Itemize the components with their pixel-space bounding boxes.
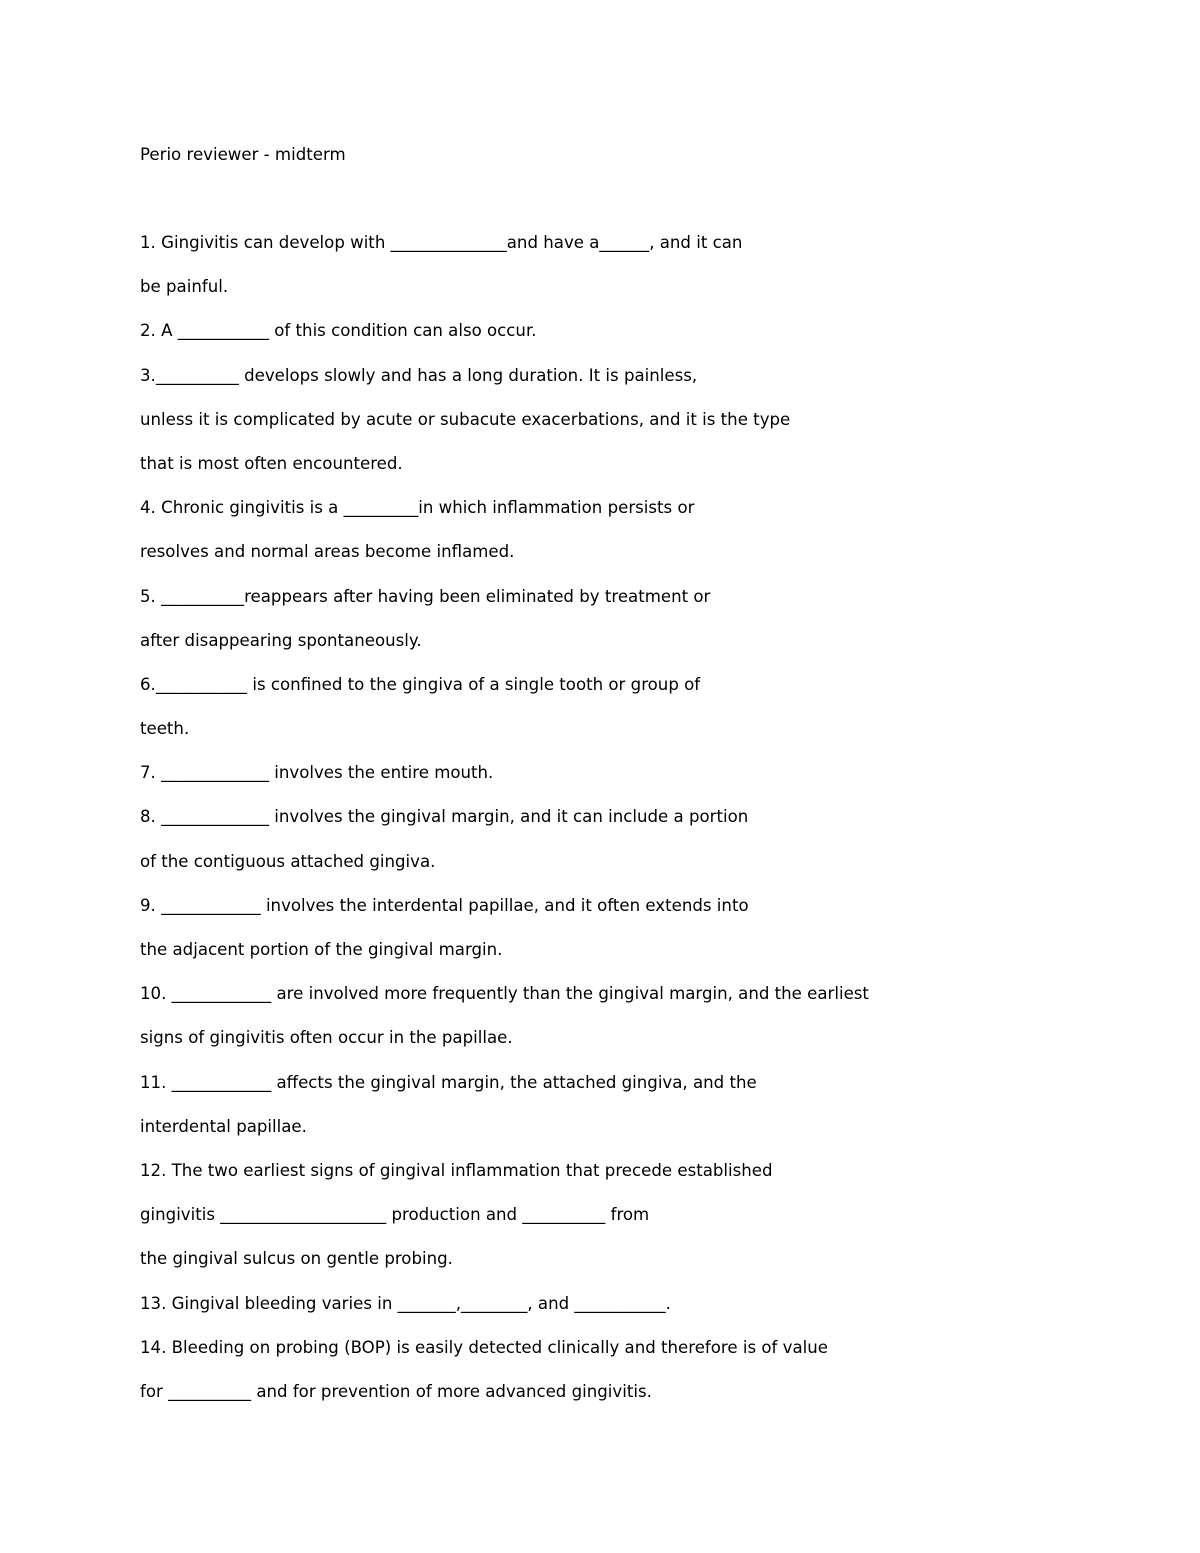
text-line: unless it is complicated by acute or subacute exacerbations, and it is the type bbox=[140, 409, 791, 429]
text-line: 8. _____________ involves the gingival margin, and it can include a portion bbox=[140, 807, 749, 827]
text-line: 4. Chronic gingivitis is a _________in which inflammation persists or bbox=[140, 498, 695, 518]
text-line: teeth. bbox=[140, 719, 190, 739]
text-line: 13. Gingival bleeding varies in _______,________, and ___________. bbox=[140, 1293, 671, 1313]
text-line: gingivitis ____________________ production and __________ from bbox=[140, 1205, 650, 1225]
text-line: 14. Bleeding on probing (BOP) is easily detected clinically and therefore is of value bbox=[140, 1337, 828, 1357]
question-list bbox=[140, 230, 869, 1423]
text-line: signs of gingivitis often occur in the papillae. bbox=[140, 1028, 513, 1048]
text-line: 3.__________ develops slowly and has a long duration. It is painless, bbox=[140, 365, 698, 385]
text-line: the gingival sulcus on gentle probing. bbox=[140, 1249, 453, 1269]
text-line: 7. _____________ involves the entire mouth. bbox=[140, 763, 494, 783]
text-line: be painful. bbox=[140, 277, 229, 297]
text-line: 10. ____________ are involved more frequently than the gingival margin, and the earliest bbox=[140, 984, 869, 1004]
text-line: after disappearing spontaneously. bbox=[140, 630, 422, 650]
document-title: Perio reviewer - midterm bbox=[140, 145, 346, 164]
text-line: interdental papillae. bbox=[140, 1116, 307, 1136]
text-line: 2. A ___________ of this condition can also occur. bbox=[140, 321, 537, 341]
text-line: 6.___________ is confined to the gingiva of a single tooth or group of bbox=[140, 674, 701, 694]
text-line: resolves and normal areas become inflamed. bbox=[140, 542, 515, 562]
text-line: 1. Gingivitis can develop with ______________and have a______, and it can bbox=[140, 233, 743, 252]
text-line: 11. ____________ affects the gingival margin, the attached gingiva, and the bbox=[140, 1072, 757, 1092]
text-line: for __________ and for prevention of more advanced gingivitis. bbox=[140, 1381, 652, 1401]
text-line: 5. __________reappears after having been eliminated by treatment or bbox=[140, 586, 711, 606]
text-line: that is most often encountered. bbox=[140, 453, 403, 473]
text-line: 12. The two earliest signs of gingival inflammation that precede established bbox=[140, 1160, 773, 1180]
text-line: 9. ____________ involves the interdental papillae, and it often extends into bbox=[140, 895, 749, 915]
text-line: of the contiguous attached gingiva. bbox=[140, 851, 436, 871]
text-line: the adjacent portion of the gingival margin. bbox=[140, 940, 503, 959]
